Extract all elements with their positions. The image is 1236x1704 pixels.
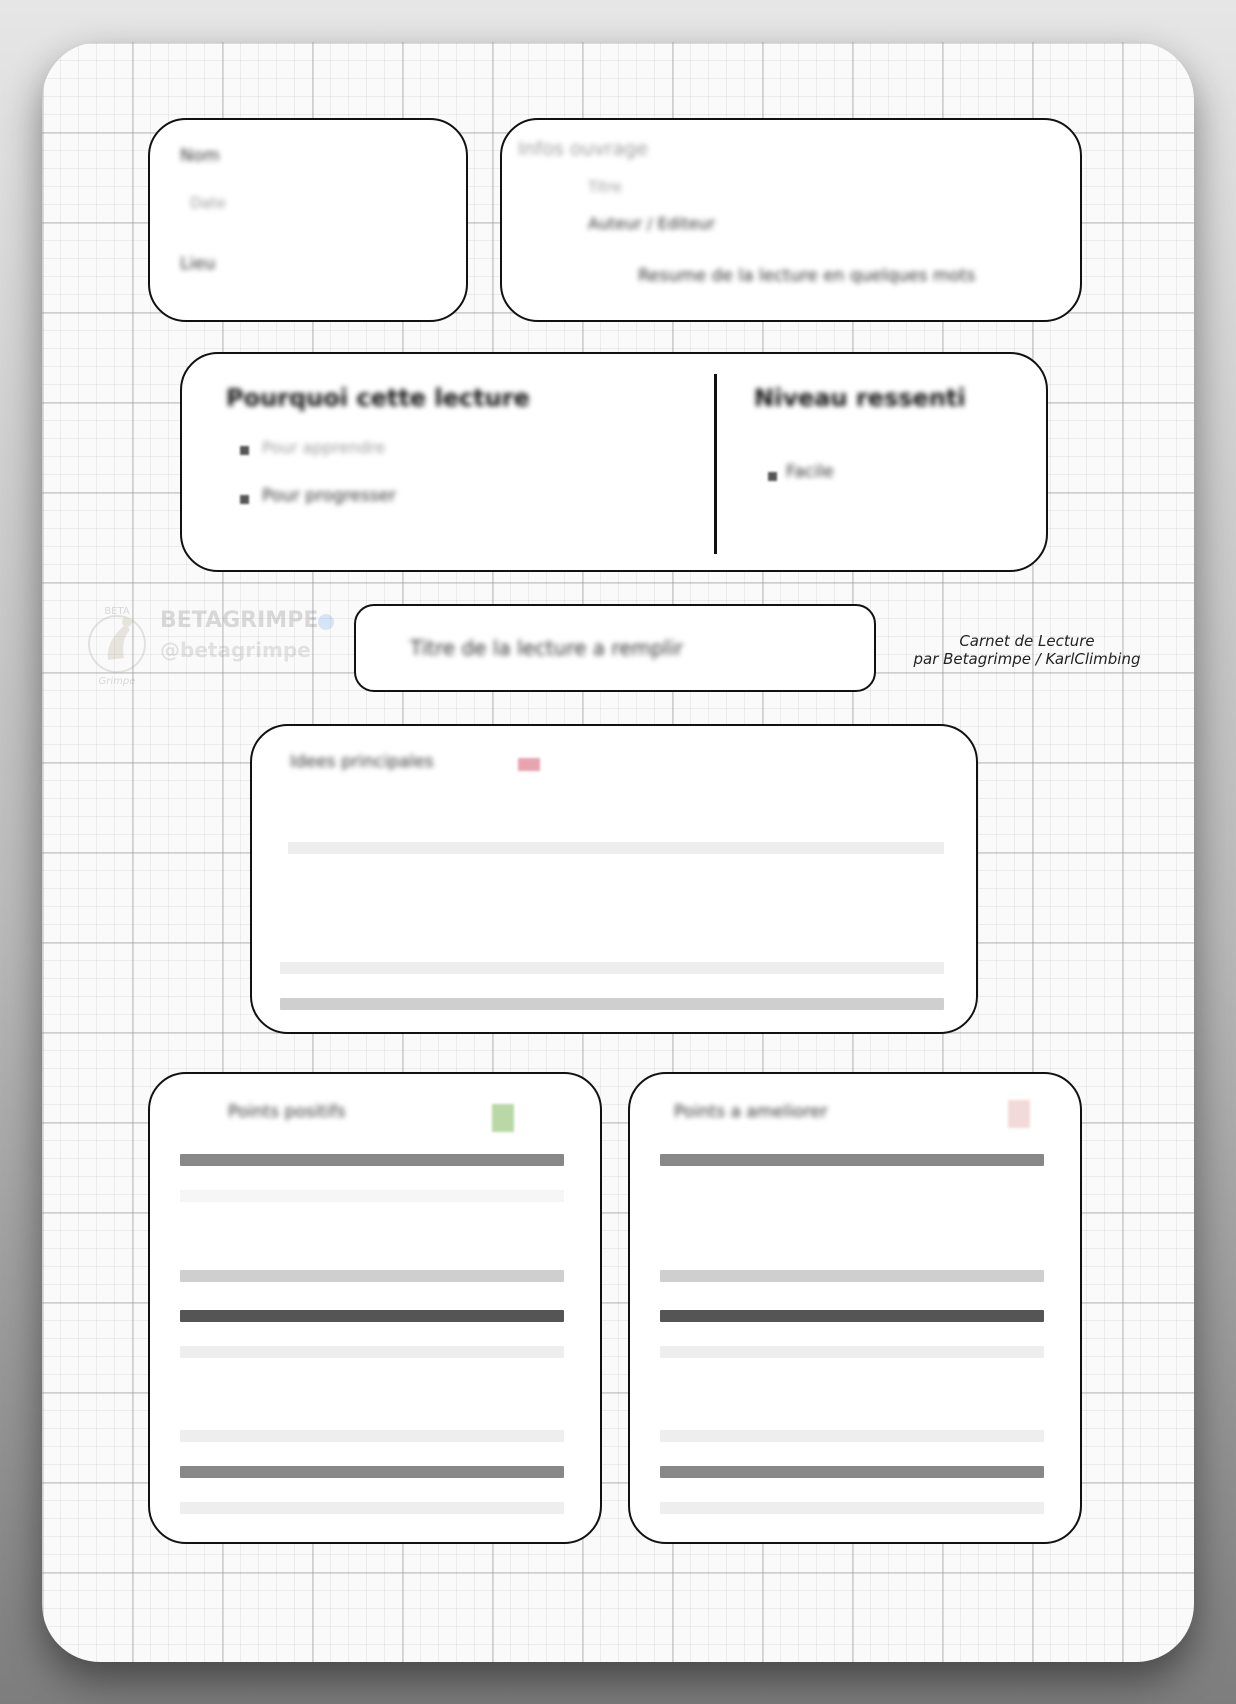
writing-line (180, 1310, 564, 1322)
worksheet-card (42, 42, 1194, 1662)
improvements-box (628, 1072, 1082, 1544)
motivation-item-1: Pour apprendre (262, 438, 386, 457)
level-item: Facile (786, 462, 834, 482)
book-info-row-1: Titre (588, 178, 622, 196)
writing-line (180, 1154, 564, 1166)
writing-line (660, 1310, 1044, 1322)
identity-line-1: Nom (180, 146, 220, 166)
writing-line (180, 1430, 564, 1442)
light-pink-tag-icon (1008, 1100, 1030, 1128)
credit-line-2: par Betagrimpe / KarlClimbing (913, 650, 1141, 668)
vertical-divider (714, 374, 717, 554)
writing-line (180, 1466, 564, 1478)
main-ideas-box (250, 724, 978, 1034)
logo-top-text: BETA (104, 606, 130, 617)
book-info-row-2: Auteur / Editeur (588, 214, 716, 233)
identity-box (148, 118, 468, 322)
identity-line-3: Lieu (180, 254, 216, 274)
brand-handle: @betagrimpe (160, 638, 311, 662)
writing-line (180, 1270, 564, 1282)
credit-text (892, 632, 1162, 668)
writing-line (180, 1502, 564, 1514)
bullet-icon (240, 495, 249, 504)
level-title: Niveau ressenti (754, 384, 966, 412)
motivation-item-2: Pour progresser (262, 486, 397, 506)
writing-line (660, 1502, 1044, 1514)
brand-watermark (82, 602, 322, 692)
writing-line (660, 1270, 1044, 1282)
green-tag-icon (492, 1104, 514, 1132)
writing-line (660, 1154, 1044, 1166)
main-ideas-title: Idees principales (290, 752, 434, 772)
credit-line-1: Carnet de Lecture (959, 632, 1095, 650)
writing-line (280, 962, 944, 974)
book-info-title: Infos ouvrage (518, 138, 649, 160)
identity-line-2: Date (190, 194, 226, 212)
writing-line (288, 842, 944, 854)
writing-line (180, 1346, 564, 1358)
climber-logo-icon (82, 602, 152, 686)
bullet-icon (240, 446, 249, 455)
verified-icon (318, 614, 334, 630)
improvements-title: Points a ameliorer (674, 1102, 828, 1122)
positives-box (148, 1072, 602, 1544)
bullet-icon (768, 472, 777, 481)
banner-title: Titre de la lecture a remplir (410, 636, 684, 660)
logo-bottom-text: Grimpe (98, 676, 136, 686)
motivation-box (180, 352, 1048, 572)
book-info-box (500, 118, 1082, 322)
writing-line (280, 998, 944, 1010)
title-banner (354, 604, 876, 692)
writing-line (180, 1190, 564, 1202)
writing-line (660, 1466, 1044, 1478)
positives-title: Points positifs (228, 1102, 346, 1122)
book-info-row-3: Resume de la lecture en quelques mots (638, 266, 976, 286)
writing-line (660, 1430, 1044, 1442)
writing-line (660, 1346, 1044, 1358)
brand-name: BETAGRIMPE (160, 608, 319, 633)
pink-tag-icon (518, 758, 540, 771)
motivation-title: Pourquoi cette lecture (226, 384, 530, 412)
